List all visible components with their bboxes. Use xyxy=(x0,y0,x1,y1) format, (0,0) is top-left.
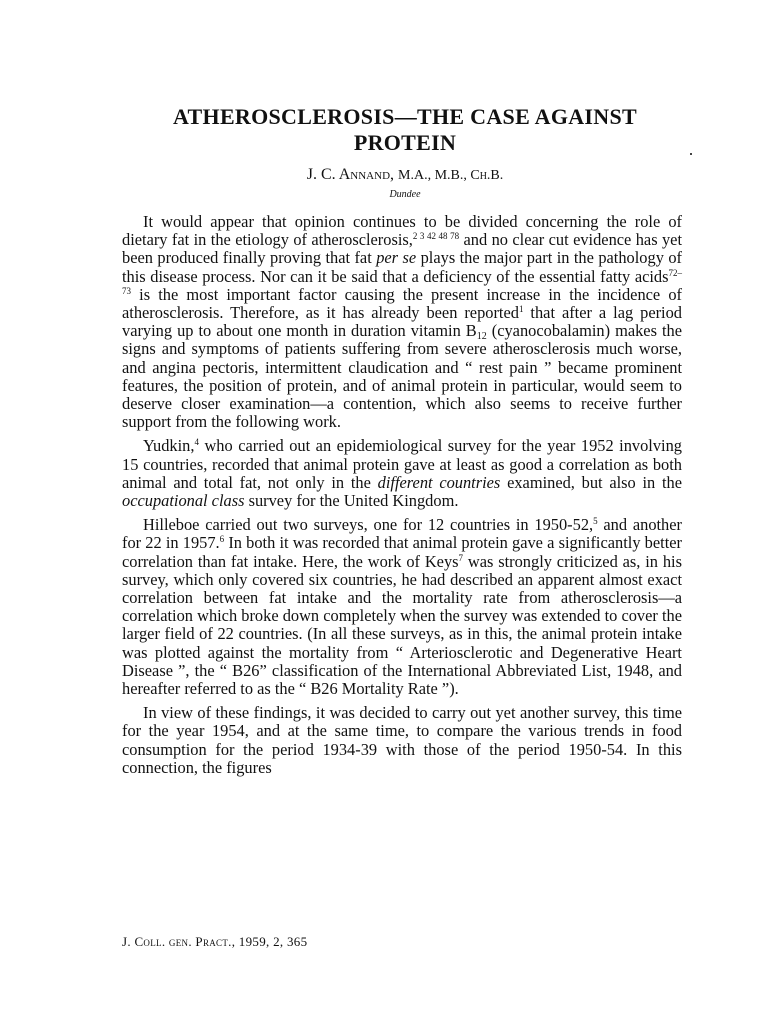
text-run: It would appear that opinion continues to be divided concerning the role of dietary fat in the etiology of atherosclerosis, xyxy=(122,212,682,250)
text-run: that after a lag period varying up to about one month in duration vitamin B xyxy=(122,303,683,341)
emphasis: per se xyxy=(376,248,417,268)
emphasis: different countries xyxy=(377,472,501,492)
text-run: In both it was recorded that animal protein gave a significantly better correlation than fat intake. Here, the work of Keys xyxy=(122,533,682,571)
reference-superscript: 7 xyxy=(458,552,464,563)
journal-citation-footer: J. Coll. gen. Pract., 1959, 2, 365 xyxy=(122,934,308,949)
reference-superscript: 1 xyxy=(518,304,524,315)
text-run: was strongly criticized as, in his survey, which only covered six countries, he had described an apparent almost exact correlation between fat intake and the mortality rate from atherosclerosis—a correlation which broke down completely when the survey was extended to cover the larger field of 22 countries. (In all these surveys, as in this, the animal protein intake was plotted against the mortality from “ Arteriosclerotic and Degenerative Heart Disease ”, the “ B26” classification of the International Abbreviated List, 1948, and hereafter referred to as the “ B26 Mortality Rate ”). xyxy=(122,551,682,699)
text-run: who carried out an epidemiological survey for the year 1952 involving 15 countries, recorded that animal protein gave at least as good a correlation as both animal and total fat, not only in the xyxy=(122,436,682,492)
author-line xyxy=(120,165,690,186)
reference-superscript: 4 xyxy=(194,437,199,448)
author-name: J. C. Annand, xyxy=(306,166,395,183)
text-run: plays the major part in the pathology of this disease process. Nor can it be said that a deficiency of the essential fatty acids xyxy=(122,248,682,286)
text-run: is the most important factor causing the present increase in the incidence of atherosclerosis. Therefore, as it has already been reported xyxy=(122,284,682,323)
text-run: Hilleboe carried out two surveys, one for 12 countries in 1950-52, xyxy=(143,515,594,535)
text-run: survey for the United Kingdom. xyxy=(244,491,459,511)
article-title-line-2: PROTEIN xyxy=(353,130,457,155)
text-run: examined, but also in the xyxy=(500,472,683,492)
paragraph-3 xyxy=(122,516,682,698)
article-body xyxy=(122,213,682,783)
reference-superscript: 2 3 42 48 78 xyxy=(412,231,460,242)
reference-superscript: 6 xyxy=(219,534,225,545)
text-run: Yudkin, xyxy=(143,436,195,456)
paragraph-1 xyxy=(122,213,682,431)
article-title xyxy=(120,104,690,156)
reference-superscript: 72–73 xyxy=(122,267,682,296)
subscript: 12 xyxy=(476,331,487,343)
paragraph-4 xyxy=(122,704,682,777)
printed-dot xyxy=(690,153,692,155)
author-affiliation: Dundee xyxy=(389,189,421,200)
text-run: (cyanocobalamin) makes the signs and symptoms of patients suffering from severe atherosclerosis much worse, and angina pectoris, intermittent claudication and “ rest pain ” became prominent features, the position of protein, and of animal protein in particular, would seem to deserve closer examination—a contention, which also seems to receive further support from the following work. xyxy=(122,321,683,432)
text-run: In view of these findings, it was decided to carry out yet another survey, this time for the year 1954, and at the same time, to compare the various trends in food consumption for the period 1934-39 with those of the period 1950-54. In this connection, the figures xyxy=(122,703,682,777)
text-run: and another for 22 in 1957. xyxy=(122,515,682,553)
paragraph-2 xyxy=(122,437,682,510)
reference-superscript: 5 xyxy=(593,516,598,527)
text-run: and no clear cut evidence has yet been produced finally proving that fat xyxy=(122,230,683,268)
author-degrees: M.A., M.B., Ch.B. xyxy=(398,168,504,183)
emphasis: occupational class xyxy=(122,491,245,511)
article-title-line-1: ATHEROSCLEROSIS—THE CASE AGAINST xyxy=(173,104,637,129)
